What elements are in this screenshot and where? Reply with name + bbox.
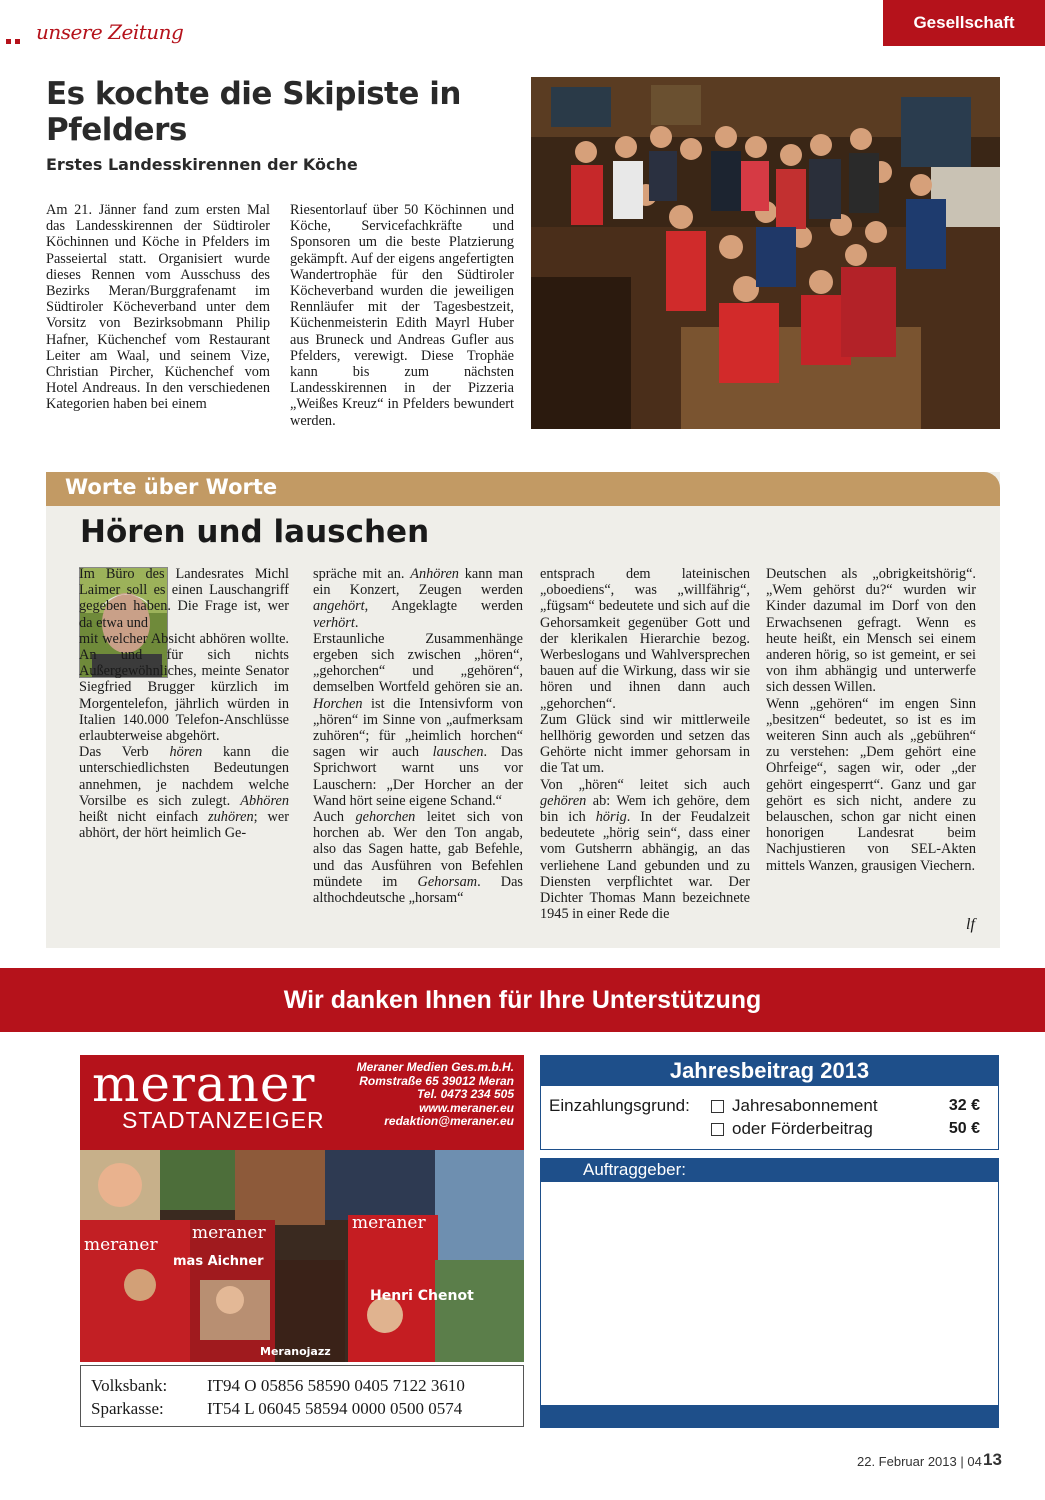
option-support-label: oder Förderbeitrag	[732, 1119, 873, 1138]
issue-date: 22. Februar 2013 | 04	[857, 1454, 982, 1469]
option-annual[interactable]	[711, 1096, 878, 1116]
form-title: Jahresbeitrag 2013	[541, 1056, 998, 1086]
column-paragraph: Erstaunliche Zusammenhänge ergeben sich zwischen „hören“, „gehorchen“ und „gehören“, demselben Wortfeld gehören sie an. Horchen ist die Intensivform von „hören“ im Sinne von „aufmerksam zuhören“; für „heimlich horchen“ sagen wir auch lauschen. Das Sprichwort warnt uns vor Lauschern: „Der Horcher an der Wand hört seine eigene Schand.“	[313, 630, 523, 809]
collage-text: meraner	[84, 1235, 158, 1255]
collage-text: Meranojazz	[260, 1345, 331, 1358]
ad-phone: Tel. 0473 234 505	[417, 1087, 514, 1101]
meraner-logo: meraner	[92, 1055, 316, 1113]
column-intro: Im Büro des Landesrates Michl Laimer soll es einen Lauschangriff gegeben haben. Die Frage ist, wer da etwa und	[79, 566, 289, 631]
subscription-form	[540, 1055, 999, 1150]
page-number: 13	[983, 1450, 1002, 1469]
article-column-2: Riesentorlauf über 50 Köchinnen und Köche, Servicefachkräfte und Sponsoren um die beste Platzierung gekämpft. Auf der eigens angefertigten Wandertrophäe für den Südtiroler Köcheverband wurden die jeweiligen Rennläufer mit der Tagesbestzeit, Küchenmeisterin Edith Mayrl Huber aus Bruneck und Andreas Gufler aus Pfelders, verewigt. Diese Trophäe kann bis zum nächsten Landesskirennen in der Pizzeria „Weißes Kreuz“ in Pfelders bewundert werden.	[290, 202, 514, 429]
column-paragraph: mit welcher Absicht abhören wollte. An und für sich nichts Außergewöhnliches, meinte Senator Siegfried Brugger kürzlich im Morgentelefon, jährlich würden in Italien 140.000 Telefon-Anschlüsse erlaubterweise abgehört.	[79, 630, 289, 745]
section-tab: Gesellschaft	[883, 0, 1045, 46]
ad-address: Romstraße 65 39012 Meran	[359, 1073, 514, 1088]
article-column-1: Am 21. Jänner fand zum ersten Mal das Landesskirennen der Südtiroler Köchinnen und Köche in Pfelders im Passeiertal statt. Organisiert wurde dieses Rennen vom Ausschuss des Bezirks Meran/Burggrafenamt im Südtiroler Köcheverband unter dem Vorsitz von Bezirksobmann Philip Hafner, Küchenchef vom Restaurant Leiter am Waal, und seinem Vize, Christian Pircher, Küchenchef vom Hotel Andreaus. In den verschiedenen Kategorien haben bei einem	[46, 202, 270, 413]
bank-row	[91, 1397, 513, 1420]
collage-text: mas Aichner	[173, 1254, 264, 1269]
column-label: Worte über Worte	[65, 475, 278, 499]
column-paragraph: entsprach dem lateinischen „oboediens“, was „willfährig“, „fügsam“ bedeutete und sich auf die Gehorsamkeit gegenüber Gott und der klerikalen Hierarchie bezog. Werbeslogans und Wahlversprechen bauen auf die Wirkung, dass wir sie hören und ihnen dann auch „gehorchen“.	[540, 566, 750, 712]
bank-iban: IT94 O 05856 58590 0405 7122 3610	[207, 1376, 465, 1395]
checkbox-annual[interactable]	[711, 1100, 724, 1113]
bank-iban: IT54 L 06045 58594 0000 0500 0574	[207, 1399, 463, 1418]
article-title: Es kochte die Skipiste in Pfelders	[46, 76, 461, 148]
ad-web[interactable]: www.meraner.eu	[419, 1100, 514, 1115]
ad-company: Meraner Medien Ges.m.b.H.	[356, 1060, 514, 1074]
author-signature: lf	[966, 916, 975, 933]
header-squares	[6, 31, 24, 49]
column-paragraph: spräche mit an. Anhören kann man ein Konzert, Zeugen werden angehört, Angeklagte werden verhört.	[313, 566, 524, 631]
ad-email[interactable]: redaktion@meraner.eu	[384, 1114, 514, 1128]
bank-details	[80, 1365, 524, 1427]
column-header-bar	[46, 472, 1000, 506]
bank-name: Sparkasse:	[91, 1399, 164, 1418]
article-subtitle: Erstes Landesskirennen der Köche	[46, 155, 358, 174]
client-field-footer	[541, 1405, 998, 1427]
bank-name: Volksbank:	[91, 1376, 168, 1395]
publication-logo: unsere Zeitung	[36, 20, 184, 44]
column-paragraph: Von „hören“ leitet sich auch gehören ab: Wem ich gehöre, dem bin ich hörig. In der Feudalzeit bedeutete „hörig sein“, dass einer vom Gutsherrn abhängig, an das verliehene Land gebunden und zu Diensten verpflichtet war. Der Dichter Thomas Mann bezeichnete 1945 in einer Rede die	[540, 776, 750, 923]
price-annual: 32 €	[948, 1097, 980, 1114]
reason-label: Einzahlungsgrund:	[549, 1096, 690, 1115]
collage-text: Henri Chenot	[370, 1288, 474, 1304]
checkbox-support[interactable]	[711, 1123, 724, 1136]
column-title: Hören und lauschen	[80, 514, 430, 550]
thanks-banner: Wir danken Ihnen für Ihre Unterstützung	[0, 968, 1045, 1032]
client-field[interactable]	[540, 1158, 999, 1428]
meraner-ad[interactable]	[80, 1055, 524, 1362]
price-support: 50 €	[948, 1120, 980, 1137]
client-label: Auftraggeber:	[541, 1159, 998, 1182]
column-text-3	[540, 566, 750, 922]
column-text-2	[313, 566, 523, 906]
ad-contact	[314, 1061, 514, 1129]
column-paragraph: Das Verb hören kann die unterschiedlichsten Bedeutungen annehmen, je nachdem welche Vorsilbe es sich zulegt. Abhören heißt nicht einfach zuhören; wer abhört, der hört heimlich Ge-	[79, 744, 290, 842]
column-paragraph: Zum Glück sind wir mittlerweile hellhörig geworden und setzen das Gehörte nicht immer gehorsam in die Tat um.	[540, 711, 750, 777]
magazine-collage	[80, 1150, 524, 1362]
column-paragraph: Wenn „gehören“ im engen Sinn „besitzen“ bedeutet, so ist es im weiteren Sinn auch als „gebühren“ zu verstehen: „Dem gehört eine Ohrfeige“, sagen wir, oder „der gehört eingesperrt“. Ganz und gar gehört es sich nicht, andere zu belauschen, schon gar nicht einen honorigen Landesrat beim Nachjustieren von SEL-Akten mittels Wanzen, grausigen Viechern.	[766, 695, 976, 874]
meraner-logo-sub: STADTANZEIGER	[122, 1107, 325, 1133]
bank-row	[91, 1374, 513, 1397]
column-text-1	[79, 566, 289, 841]
option-annual-label: Jahresabonnement	[732, 1096, 878, 1115]
column-paragraph: Deutschen als „obrigkeitshörig“. „Wem gehörst du?“ wurden wir Kinder dazumal im Dorf von den Erwachsenen gefragt. Wenn es heute heißt, ein Mensch sei einem anderen hörig, so ist gemeint, er sei von ihm abhängig und unterwerfe sich dessen Willen.	[766, 566, 976, 696]
collage-text: meraner	[192, 1223, 266, 1243]
column-paragraph: Auch gehorchen leitet sich von horchen ab. Wer den Ton angab, also das Sagen hatte, gab Befehle, und das Ausführen von Befehlen mündete im Gehorsam. Das althochdeutsche „horsam“	[313, 809, 524, 907]
option-support[interactable]	[711, 1119, 873, 1139]
collage-text: meraner	[352, 1213, 426, 1233]
group-photo	[531, 77, 1000, 429]
group-photo-illustration	[531, 77, 1000, 429]
column-text-4	[766, 566, 976, 874]
